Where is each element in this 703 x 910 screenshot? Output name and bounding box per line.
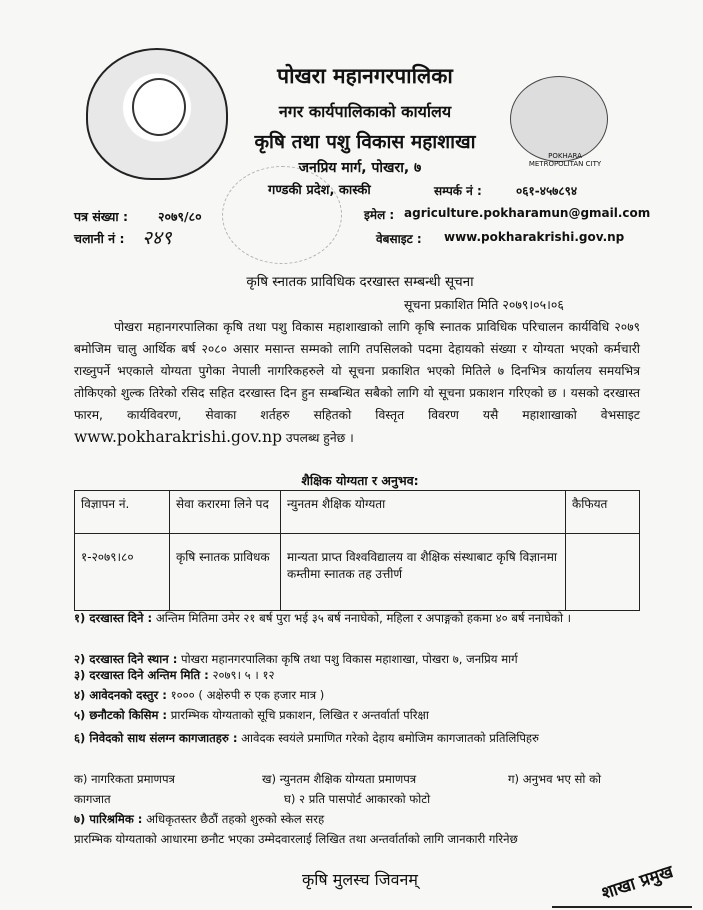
email-value: agriculture.pokharamun@gmail.com (404, 206, 651, 220)
header-cell: विज्ञापन नं. (75, 491, 170, 534)
table-header-row (75, 491, 640, 534)
province: गण्डकी प्रदेश, कास्की (268, 183, 371, 198)
item-text: पोखरा महानगरपालिका कृषि तथा पशु विकास महाशाखा, पोखरा ७, जनप्रिय मार्ग (181, 652, 518, 666)
doc-ka: क) नागरिकता प्रमाणपत्र (74, 772, 175, 786)
item-text: प्रारम्भिक योग्यताको सूचि प्रकाशन, लिखित र अन्तर्वार्ता परिक्षा (170, 708, 429, 722)
signature-title: शाखा प्रमुख (599, 861, 676, 904)
item-text: १००० ( अक्षेरुपी रु एक हजार मात्र ) (170, 688, 325, 702)
table-cell: १-२०७९।८० (75, 534, 170, 611)
list-item (74, 728, 640, 748)
website-value: www.pokharakrishi.gov.np (444, 230, 625, 244)
website-label: वेबसाइट : (376, 232, 422, 246)
table-cell: मान्यता प्राप्त विश्वविद्यालय वा शैक्षिक संस्थाबाट कृषि विज्ञानमा कम्तीमा स्नातक तह उत्तीर्ण (281, 534, 566, 611)
list-item (74, 668, 640, 683)
contact-value: ०६१-४५७८९४ (516, 184, 578, 198)
patra-label: पत्र संख्या : (74, 209, 128, 224)
motto: कृषि मुलस्च जिवनम् (301, 870, 418, 889)
header-cell: न्युनतम शैक्षिक योग्यता (281, 491, 566, 534)
table-cell: कृषि स्नातक प्राविधक (170, 534, 281, 611)
notice-website-suffix: उपलब्ध हुनेछ । (282, 431, 354, 445)
item-label: ६) निवेदको साथ संलग्न कागजातहरु : (74, 731, 238, 745)
notice-body (74, 316, 640, 449)
org-name: पोखरा महानगरपालिका (277, 64, 453, 88)
table-cell (566, 534, 640, 611)
list-item (74, 688, 640, 703)
notice-published-date: सूचना प्रकाशित मिति २०७९।०५।०६ (404, 297, 564, 312)
closing-text: प्रारम्भिक योग्यताको आधारमा छनौट भएका उम्मेदवारलाई लिखित तथा अन्तर्वार्ताको लागि जानकारी गरिनेछ (74, 832, 518, 846)
item-label: २) दरखास्त दिने स्थान : (74, 652, 178, 666)
logo-caption: POKHARA METROPOLITAN CITY (528, 152, 602, 168)
item-label: १) दरखास्त दिने : (74, 611, 153, 625)
table-row (75, 534, 640, 611)
notice-title: कृषि स्नातक प्राविधिक दरखास्त सम्बन्धी सूचना (246, 274, 474, 290)
doc-kha: ख) न्युनतम शैक्षिक योग्यता प्रमाणपत्र (262, 772, 417, 786)
item-label: ३) दरखास्त दिने अन्तिम मिति : (74, 668, 209, 682)
branch-name: कृषि तथा पशु विकास महाशाखा (254, 131, 476, 153)
item-text: आवेदक स्वयंले प्रमाणित गरेको देहाय बमोजिम कागजातको प्रतिलिपिहरु (241, 731, 539, 745)
doc-gha: घ) २ प्रति पासपोर्ट आकारको फोटो (284, 792, 431, 806)
header-cell: सेवा करारमा लिने पद (170, 491, 281, 534)
contact-label: सम्पर्क नं : (434, 184, 482, 198)
item-text: अधिकृतस्तर छैठौं तहको शुरुको स्केल सरह (146, 812, 325, 826)
patra-value: २०७९/८० (158, 209, 202, 224)
chalani-label: चलानी नं : (74, 231, 125, 246)
list-item (74, 608, 640, 628)
doc-ga: ग) अनुभव भए सो को (508, 772, 601, 786)
pokhara-metro-logo (510, 76, 608, 162)
notice-website-link[interactable]: www.pokharakrishi.gov.np (74, 428, 282, 446)
list-item (74, 652, 640, 667)
email-label: इमेल : (364, 208, 395, 222)
item-text: २०७९। ५ । १२ (212, 668, 275, 682)
header-cell: कैफियत (566, 491, 640, 534)
qualification-table (74, 490, 640, 611)
nepal-emblem-logo (86, 48, 228, 180)
item-label: ५) छनौटको किसिम : (74, 708, 168, 722)
chalani-value: २४९ (142, 227, 172, 249)
doc-ga-continued: कागजात (74, 792, 111, 806)
item-label: ४) आवेदनको दस्तुर : (74, 688, 167, 702)
notice-body-text: पोखरा महानगरपालिका कृषि तथा पशु विकास महाशाखाको लागि कृषि स्नातक प्राविधिक परिचालन कार्यविधि २०७९ बमोजिम चालु आर्थिक बर्ष २०८० असार मसान्त सम्मको लागि तपसिलको पदमा देहायको संख्या र योग्यता भएको कर्मचारी राख्नुपर्ने भएकाले योग्यता पुगेका नेपाली नागरिकहरुले यो सूचना प्रकाशित भएको मितिले ७ दिनभित्र कार्यालय समयभित्र तोकिएको शुल्क तिरेको रसिद सहित दरखास्त दिन हुन सम्बन्धित सबैको लागि यो सूचना प्रकाशन गरिएको छ । यसको दरखास्त फारम, कार्यविवरण, सेवाका शर्तहरु सहितको विस्तृत विवरण यसै महाशाखाको वेभसाइट (74, 320, 640, 422)
office-name: नगर कार्यपालिकाको कार्यालय (278, 102, 452, 121)
list-item (74, 812, 324, 827)
table-heading: शैक्षिक योग्यता र अनुभव: (301, 473, 419, 488)
address: जनप्रिय मार्ग, पोखरा, ७ (298, 160, 422, 176)
item-label: ७) पारिश्रमिक : (74, 812, 143, 826)
item-text: अन्तिम मितिमा उमेर २१ बर्ष पुरा भई ३५ बर्ष ननाघेको, महिला र अपाङ्गको हकमा ४० बर्ष ननाघेको । (155, 611, 572, 625)
list-item (74, 708, 640, 723)
